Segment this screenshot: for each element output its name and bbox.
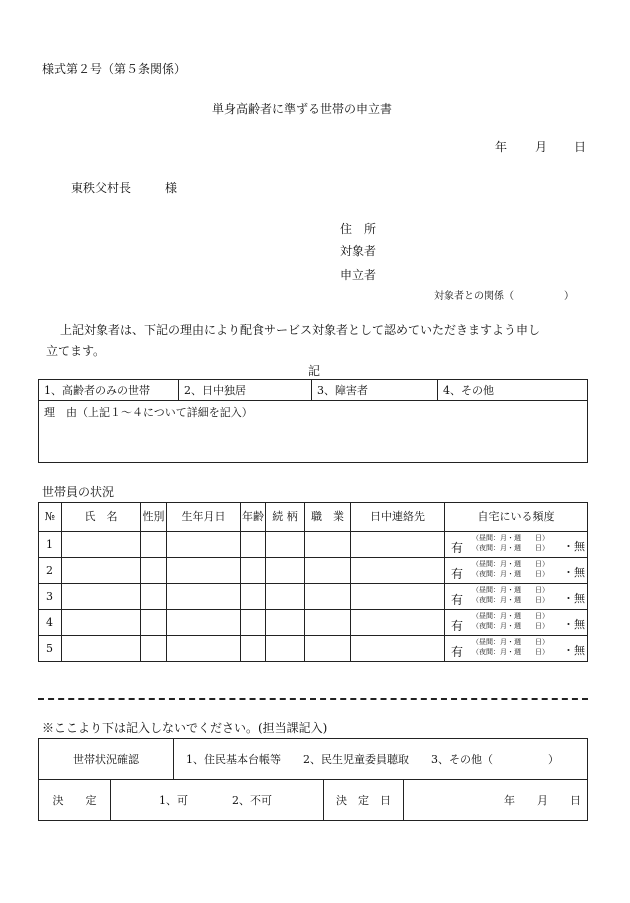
applicant-label: 申立者 <box>340 268 377 282</box>
age-cell[interactable] <box>241 558 266 584</box>
dob-cell[interactable] <box>167 584 241 610</box>
addressee-name: 東秩父村長 <box>71 181 132 195</box>
table-row <box>39 584 588 610</box>
freq-night: （夜間：月・週 日） <box>472 648 549 656</box>
header-name: 氏 名 <box>62 503 141 532</box>
freq-ari: 有 <box>451 567 464 581</box>
reason-label: 理 由（上記１～４について詳細を記入） <box>44 406 253 419</box>
freq-nashi: ・無 <box>563 592 585 605</box>
header-relation: 続 柄 <box>266 503 305 532</box>
freq-cell[interactable] <box>445 532 588 558</box>
name-cell[interactable] <box>62 532 141 558</box>
date-day: 日 <box>574 140 587 154</box>
category-3[interactable]: 3、障害者 <box>312 380 438 401</box>
header-age: 年齢 <box>241 503 266 532</box>
category-table <box>38 379 588 463</box>
date-month: 月 <box>535 140 548 154</box>
freq-nashi: ・無 <box>563 540 585 553</box>
contact-cell[interactable] <box>351 636 445 662</box>
date-year: 年 <box>495 140 508 154</box>
relation-label: 対象者との関係（ ） <box>434 291 574 302</box>
row-number: 4 <box>39 610 62 636</box>
contact-cell[interactable] <box>351 558 445 584</box>
ki-label: 記 <box>308 364 321 378</box>
reason-field[interactable] <box>39 401 588 463</box>
office-notice: ※ここより下は記入しないでください。(担当課記入) <box>42 721 328 735</box>
freq-night: （夜間：月・週 日） <box>472 544 549 552</box>
header-freq: 自宅にいる頻度 <box>445 503 588 532</box>
freq-ari: 有 <box>451 645 464 659</box>
header-job: 職 業 <box>305 503 351 532</box>
row-number: 5 <box>39 636 62 662</box>
decision-options[interactable]: 1、可 2、不可 <box>111 780 324 821</box>
sex-cell[interactable] <box>141 610 167 636</box>
decision-label: 決 定 <box>39 780 111 821</box>
body-text-line2: 立てます。 <box>46 344 106 358</box>
job-cell[interactable] <box>305 558 351 584</box>
freq-daytime: （昼間：月・週 日） <box>472 612 549 620</box>
contact-cell[interactable] <box>351 584 445 610</box>
header-contact: 日中連絡先 <box>351 503 445 532</box>
sex-cell[interactable] <box>141 558 167 584</box>
table-row <box>39 610 588 636</box>
table-row <box>39 558 588 584</box>
age-cell[interactable] <box>241 636 266 662</box>
freq-cell[interactable] <box>445 636 588 662</box>
job-cell[interactable] <box>305 610 351 636</box>
row-number: 3 <box>39 584 62 610</box>
table-row <box>39 532 588 558</box>
freq-nashi: ・無 <box>563 618 585 631</box>
confirm-label: 世帯状況確認 <box>39 739 174 780</box>
name-cell[interactable] <box>62 610 141 636</box>
category-2[interactable]: 2、日中独居 <box>179 380 312 401</box>
sex-cell[interactable] <box>141 584 167 610</box>
name-cell[interactable] <box>62 584 141 610</box>
freq-night: （夜間：月・週 日） <box>472 596 549 604</box>
decision-date-label: 決 定 日 <box>324 780 404 821</box>
dob-cell[interactable] <box>167 610 241 636</box>
header-no: № <box>39 503 62 532</box>
table-row <box>39 636 588 662</box>
dob-cell[interactable] <box>167 636 241 662</box>
freq-daytime: （昼間：月・週 日） <box>472 638 549 646</box>
category-4[interactable]: 4、その他 <box>438 380 588 401</box>
household-title: 世帯員の状況 <box>42 485 115 499</box>
freq-cell[interactable] <box>445 558 588 584</box>
job-cell[interactable] <box>305 584 351 610</box>
sex-cell[interactable] <box>141 636 167 662</box>
household-table <box>38 502 588 662</box>
addressee-honorific: 様 <box>165 181 178 195</box>
freq-night: （夜間：月・週 日） <box>472 570 549 578</box>
relation-cell[interactable] <box>266 636 305 662</box>
job-cell[interactable] <box>305 636 351 662</box>
target-label: 対象者 <box>340 244 377 258</box>
header-sex: 性別 <box>141 503 167 532</box>
name-cell[interactable] <box>62 636 141 662</box>
relation-cell[interactable] <box>266 610 305 636</box>
address-label: 住 所 <box>340 222 377 236</box>
freq-daytime: （昼間：月・週 日） <box>472 586 549 594</box>
sex-cell[interactable] <box>141 532 167 558</box>
relation-cell[interactable] <box>266 558 305 584</box>
dob-cell[interactable] <box>167 532 241 558</box>
row-number: 1 <box>39 532 62 558</box>
freq-nashi: ・無 <box>563 644 585 657</box>
freq-cell[interactable] <box>445 610 588 636</box>
confirm-options[interactable]: 1、住民基本台帳等 2、民生児童委員聴取 3、その他（ ） <box>174 739 588 780</box>
relation-cell[interactable] <box>266 584 305 610</box>
name-cell[interactable] <box>62 558 141 584</box>
dob-cell[interactable] <box>167 558 241 584</box>
freq-nashi: ・無 <box>563 566 585 579</box>
row-number: 2 <box>39 558 62 584</box>
freq-night: （夜間：月・週 日） <box>472 622 549 630</box>
freq-daytime: （昼間：月・週 日） <box>472 560 549 568</box>
header-dob: 生年月日 <box>167 503 241 532</box>
cut-line <box>38 698 588 700</box>
job-cell[interactable] <box>305 532 351 558</box>
decision-date[interactable]: 年 月 日 <box>404 780 588 821</box>
freq-cell[interactable] <box>445 584 588 610</box>
contact-cell[interactable] <box>351 532 445 558</box>
freq-ari: 有 <box>451 593 464 607</box>
freq-ari: 有 <box>451 619 464 633</box>
age-cell[interactable] <box>241 532 266 558</box>
body-text-line1: 上記対象者は、下記の理由により配食サービス対象者として認めていただきますよう申し <box>60 323 541 337</box>
age-cell[interactable] <box>241 584 266 610</box>
office-table <box>38 738 588 821</box>
relation-cell[interactable] <box>266 532 305 558</box>
form-number: 様式第２号（第５条関係） <box>42 62 187 76</box>
page-title: 単身高齢者に準ずる世帯の申立書 <box>212 102 393 116</box>
freq-ari: 有 <box>451 541 464 555</box>
freq-daytime: （昼間：月・週 日） <box>472 534 549 542</box>
age-cell[interactable] <box>241 610 266 636</box>
contact-cell[interactable] <box>351 610 445 636</box>
category-1[interactable]: 1、高齢者のみの世帯 <box>39 380 179 401</box>
